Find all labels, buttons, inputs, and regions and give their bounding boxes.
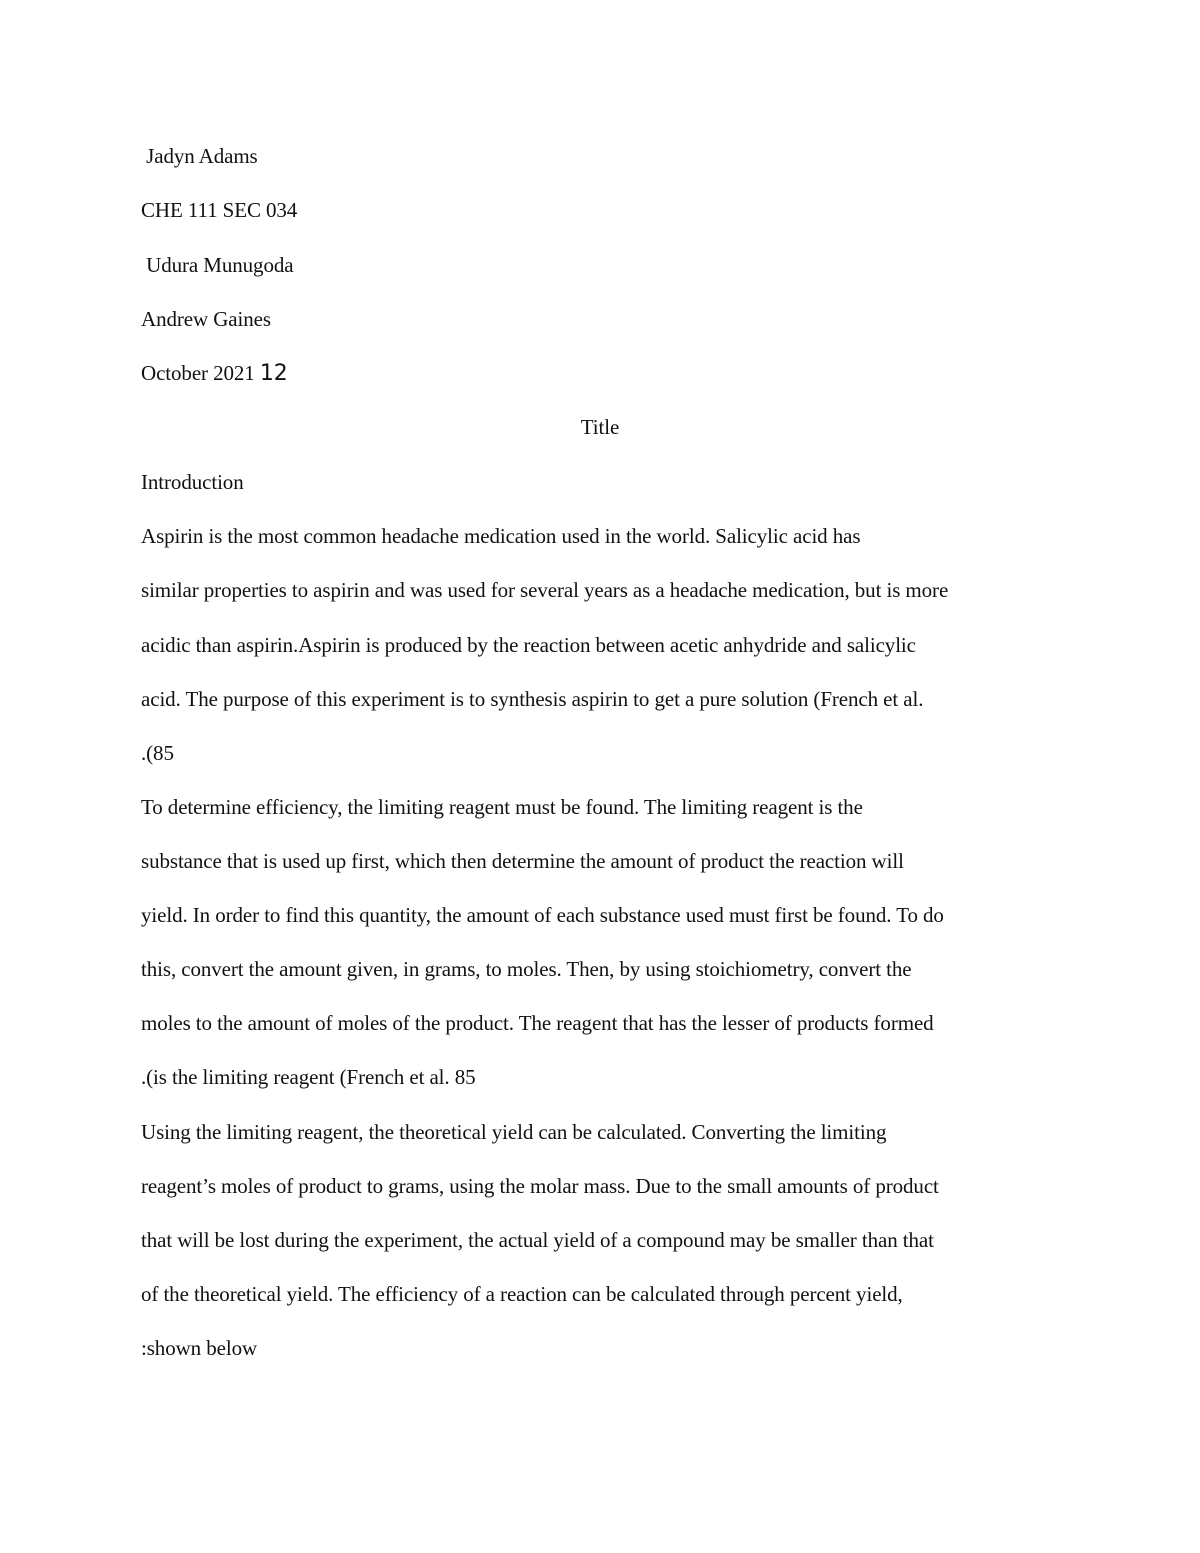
paragraph-line: Using the limiting reagent, the theoretical yield can be calculated. Converting the limiting	[141, 1120, 887, 1144]
paragraph-line: reagent’s moles of product to grams, using the molar mass. Due to the small amounts of product	[141, 1174, 939, 1198]
paragraph-line: .(85	[141, 741, 174, 765]
paragraph-line: substance that is used up first, which then determine the amount of product the reaction will	[141, 849, 904, 873]
course-code: CHE 111 SEC 034	[141, 198, 298, 222]
date-month-year: October 2021	[141, 361, 260, 385]
date-day: 12	[259, 361, 288, 386]
paragraph-line: .(is the limiting reagent (French et al. 85	[141, 1065, 476, 1089]
report-title: Title	[580, 415, 620, 439]
paragraph-line: of the theoretical yield. The efficiency of a reaction can be calculated through percent yield,	[141, 1282, 903, 1306]
paragraph-line: that will be lost during the experiment, the actual yield of a compound may be smaller than that	[141, 1228, 934, 1252]
paragraph-line: Aspirin is the most common headache medication used in the world. Salicylic acid has	[141, 524, 861, 548]
student-name: Jadyn Adams	[141, 144, 258, 168]
paragraph-line: similar properties to aspirin and was used for several years as a headache medication, but is more	[141, 578, 949, 602]
section-heading-introduction: Introduction	[141, 470, 244, 494]
paragraph-line: this, convert the amount given, in grams, to moles. Then, by using stoichiometry, convert the	[141, 957, 912, 981]
paragraph-line: :shown below	[141, 1336, 258, 1360]
partner-name: Andrew Gaines	[141, 307, 271, 331]
paragraph-line: moles to the amount of moles of the product. The reagent that has the lesser of products formed	[141, 1011, 934, 1035]
instructor-name: Udura Munugoda	[141, 253, 294, 277]
paragraph-line: To determine efficiency, the limiting reagent must be found. The limiting reagent is the	[141, 795, 863, 819]
paragraph-line: yield. In order to find this quantity, the amount of each substance used must first be found. To do	[141, 903, 944, 927]
paragraph-line: acid. The purpose of this experiment is to synthesis aspirin to get a pure solution (French et al.	[141, 687, 924, 711]
report-date	[141, 360, 288, 387]
paragraph-line: acidic than aspirin.Aspirin is produced by the reaction between acetic anhydride and salicylic	[141, 633, 916, 657]
